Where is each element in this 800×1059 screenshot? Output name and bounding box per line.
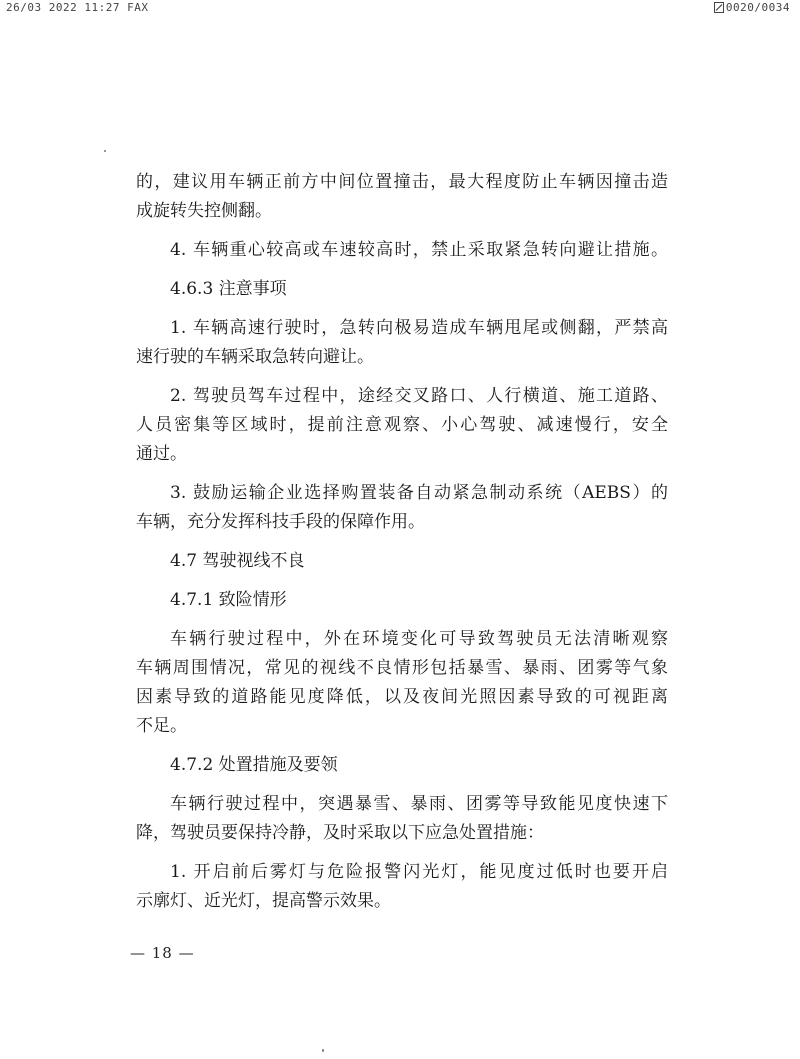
scan-speck bbox=[104, 150, 106, 152]
body-line: 车辆，充分发挥科技手段的保障作用。 bbox=[136, 512, 425, 532]
body-line: 降，驾驶员要保持冷静，及时采取以下应急处置措施： bbox=[136, 823, 544, 843]
body-line: 速行驶的车辆采取急转向避让。 bbox=[136, 347, 374, 367]
section-heading: 4.7.2 处置措施及要领 bbox=[170, 755, 338, 775]
fax-page-counter: 0020/0034 bbox=[725, 1, 790, 14]
document-body bbox=[136, 168, 668, 916]
body-line: 的，建议用车辆正前方中间位置撞击，最大程度防止车辆因撞击造 bbox=[136, 172, 668, 192]
body-line: 人员密集等区域时，提前注意观察、小心驾驶、减速慢行，安全 bbox=[136, 415, 668, 435]
body-line: 3. 鼓励运输企业选择购置装备自动紧急制动系统（AEBS）的 bbox=[170, 483, 668, 503]
body-line: 1. 车辆高速行驶时，急转向极易造成车辆甩尾或侧翻，严禁高 bbox=[170, 318, 668, 338]
body-line: 成旋转失控侧翻。 bbox=[136, 201, 272, 221]
body-line: 示廓灯、近光灯，提高警示效果。 bbox=[136, 891, 391, 911]
body-line: 4. 车辆重心较高或车速较高时，禁止采取紧急转向避让措施。 bbox=[170, 240, 668, 260]
body-line: 车辆行驶过程中，外在环境变化可导致驾驶员无法清晰观察 bbox=[170, 629, 668, 649]
fax-page-icon bbox=[714, 2, 724, 13]
body-line: 车辆行驶过程中，突遇暴雪、暴雨、团雾等导致能见度快速下 bbox=[170, 794, 668, 814]
fax-timestamp: 26/03 2022 11:27 FAX bbox=[6, 1, 149, 14]
body-line: 1. 开启前后雾灯与危险报警闪光灯，能见度过低时也要开启 bbox=[170, 862, 668, 882]
body-line: 不足。 bbox=[136, 716, 187, 736]
body-line: 车辆周围情况，常见的视线不良情形包括暴雪、暴雨、团雾等气象 bbox=[136, 658, 668, 678]
section-heading: 4.7.1 致险情形 bbox=[170, 590, 287, 610]
body-line: 因素导致的道路能见度降低，以及夜间光照因素导致的可视距离 bbox=[136, 687, 668, 707]
body-line: 2. 驾驶员驾车过程中，途经交叉路口、人行横道、施工道路、 bbox=[170, 386, 668, 406]
page-number: — 18 — bbox=[130, 944, 195, 962]
section-heading: 4.7 驾驶视线不良 bbox=[170, 551, 305, 571]
fax-header bbox=[0, 0, 800, 16]
scan-speck bbox=[322, 1049, 324, 1052]
section-heading: 4.6.3 注意事项 bbox=[170, 279, 287, 299]
body-line: 通过。 bbox=[136, 444, 187, 464]
fax-page-counter-group bbox=[714, 1, 790, 14]
